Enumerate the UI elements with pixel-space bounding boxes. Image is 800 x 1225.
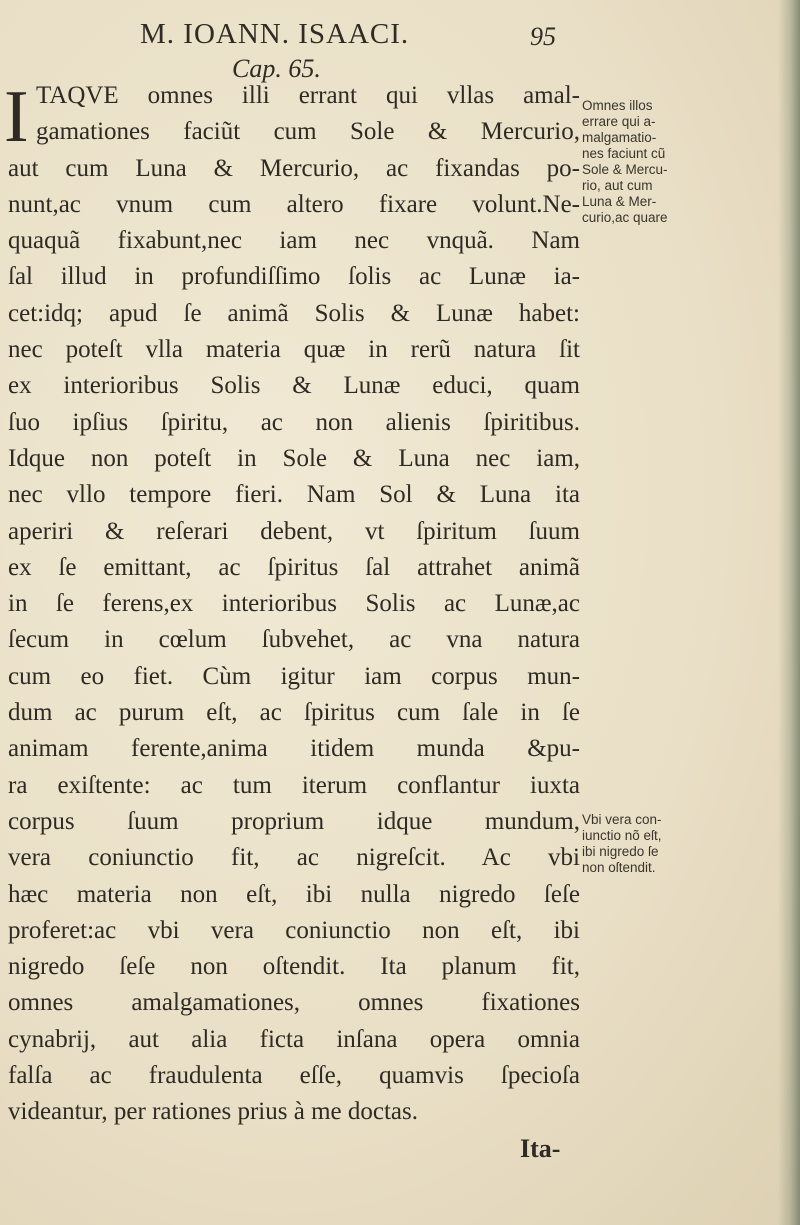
text-line: omnes amalgamationes, omnes fixationes [8, 989, 580, 1017]
running-head: M. IOANN. ISAACI. [140, 18, 410, 50]
margin-note-line: Vbi vera con- [582, 812, 662, 827]
margin-note-line: rio, aut cum [582, 178, 653, 193]
text-line: Idque non poteſt in Sole & Luna nec iam, [8, 444, 580, 472]
text-line: gamationes faciũt cum Sole & Mercurio, [36, 118, 580, 146]
text-line: hæc materia non eſt, ibi nulla nigredo ſeſe [8, 880, 580, 908]
margin-note-line: nes faciunt cũ [582, 146, 666, 161]
text-line: nunt,ac vnum cum altero fixare volunt.Ne- [8, 190, 580, 218]
margin-note-2 [582, 812, 712, 876]
drop-cap: I [4, 76, 29, 158]
body-text [8, 78, 580, 1131]
margin-note-1 [582, 98, 712, 226]
text-line: nigredo ſeſe non oſtendit. Ita planum fit, [8, 953, 580, 981]
text-line: cum eo fiet. Cùm igitur iam corpus mun- [8, 662, 580, 690]
text-line: proferet:ac vbi vera coniunctio non eſt, ibi [8, 916, 580, 944]
text-line: ſecum in cœlum ſubvehet, ac vna natura [8, 626, 580, 654]
margin-note-line: errare qui a- [582, 114, 656, 129]
margin-note-line: malgamatio- [582, 130, 657, 145]
text-line: aut cum Luna & Mercurio, ac fixandas po- [8, 154, 580, 182]
margin-note-line: ibi nigredo ſe [582, 844, 659, 859]
margin-note-line: Luna & Mer- [582, 194, 657, 209]
text-line: animam ferente,anima itidem munda &pu- [8, 735, 580, 763]
text-line: nec poteſt vlla materia quæ in rerũ natura ſit [8, 336, 580, 364]
text-line: dum ac purum eſt, ac ſpiritus cum ſale in ſe [8, 699, 580, 727]
margin-note-line: Sole & Mercu- [582, 162, 668, 177]
text-line: vera coniunctio fit, ac nigreſcit. Ac vbi [8, 844, 580, 872]
margin-note-line: Omnes illos [582, 98, 653, 113]
chapter-heading: Cap. 65. [232, 54, 321, 83]
text-line: ſuo ipſius ſpiritu, ac non alienis ſpiritibus. [8, 408, 580, 436]
catchword: Ita- [520, 1134, 561, 1163]
text-line: ſal illud in profundiſſimo ſolis ac Lunæ ia- [8, 263, 580, 291]
text-line: nec vllo tempore fieri. Nam Sol & Luna ita [8, 481, 580, 509]
page-number: 95 [530, 22, 556, 51]
text-line: falſa ac fraudulenta eſſe, quamvis ſpecioſa [8, 1062, 580, 1090]
margin-note-line: curio,ac quare [582, 210, 668, 225]
text-line: in ſe ferens,ex interioribus Solis ac Lunæ,ac [8, 590, 580, 618]
text-line: cynabrij, aut alia ficta inſana opera omnia [8, 1025, 580, 1053]
text-line: corpus ſuum proprium idque mundum, [8, 807, 580, 835]
text-line: TAQVE omnes illi errant qui vllas amal- [36, 82, 580, 109]
text-line: ex interioribus Solis & Lunæ educi, quam [8, 372, 580, 400]
text-line: cet:idq; apud ſe animã Solis & Lunæ habet: [8, 299, 580, 327]
page-gutter-shadow [778, 0, 800, 1225]
text-line: ra exiſtente: ac tum iterum conflantur iuxta [8, 771, 580, 799]
margin-note-line: non oſtendit. [582, 860, 656, 875]
text-line: aperiri & reſerari debent, vt ſpiritum ſuum [8, 517, 580, 545]
text-line: quaquã fixabunt,nec iam nec vnquã. Nam [8, 227, 580, 255]
text-line: ex ſe emittant, ac ſpiritus ſal attrahet animã [8, 553, 580, 581]
margin-note-line: iunctio nõ eſt, [582, 828, 662, 843]
text-line: videantur, per rationes prius à me doctas. [8, 1098, 418, 1126]
